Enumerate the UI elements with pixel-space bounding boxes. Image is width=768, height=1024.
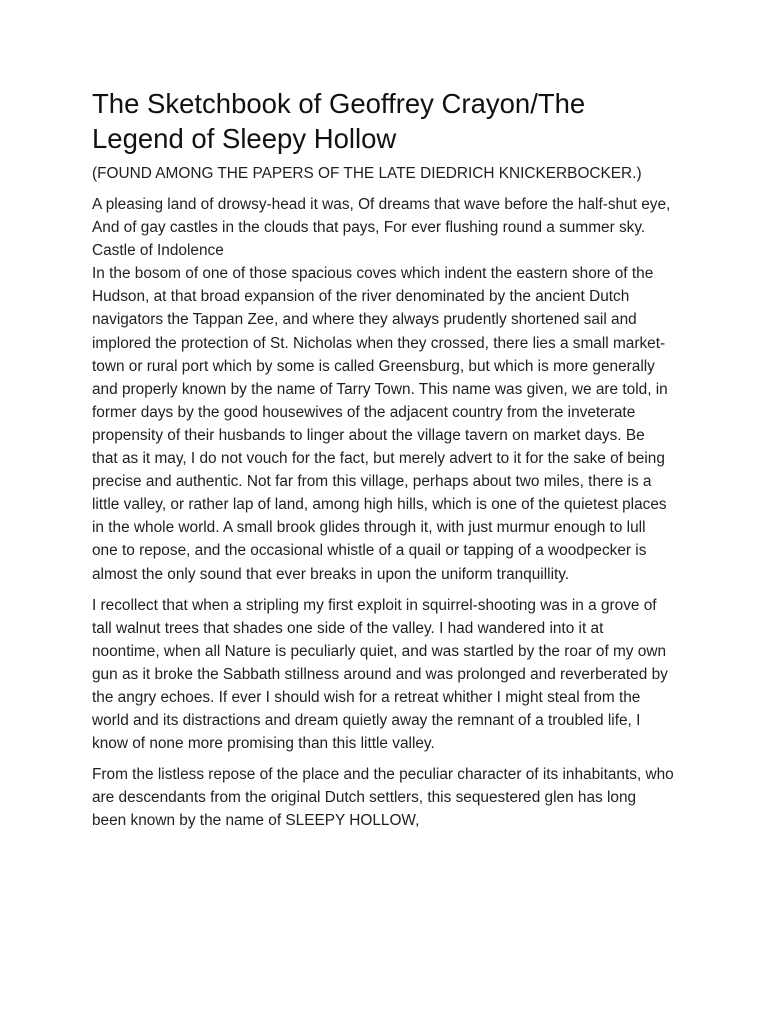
paragraph-3: From the listless repose of the place and the peculiar character of its inhabitants, who are descendants from the original Dutch settlers, this sequestered glen has long been known by the name of SLEEPY HOLLOW, bbox=[92, 766, 674, 830]
paragraph-1: In the bosom of one of those spacious coves which indent the eastern shore of the Hudson, at that broad expansion of the river denominated by the ancient Dutch navigators the Tappan Zee, and where they always prudently shortened sail and implored the protection of St. Nicholas when they crossed, there lies a small market-town or rural port which by some is called Greensburg, but which is more generally and properly known by the name of Tarry Town. This name was given, we are told, in former days by the good housewives of the adjacent country from the inveterate propensity of their husbands to linger about the village tavern on market days. Be that as it may, I do not vouch for the fact, but merely advert to it for the sake of being precise and authentic. Not far from this village, perhaps about two miles, there is a little valley, or rather lap of land, among high hills, which is one of the quietest places in the whole world. A small brook glides through it, with just murmur enough to lull one to repose, and the occasional whistle of a quail or tapping of a woodpecker is almost the only sound that ever breaks in upon the uniform tranquillity. bbox=[92, 265, 668, 583]
verse-line: A pleasing land of drowsy-head it was, Of dreams that wave before the half-shut eye, bbox=[92, 196, 671, 213]
verse-line: And of gay castles in the clouds that pays, For ever flushing round a summer sky. bbox=[92, 219, 646, 237]
paragraph-2: I recollect that when a stripling my first exploit in squirrel-shooting was in a grove of tall walnut trees that shades one side of the valley. I had wandered into it at noontime, when all Nature is peculiarly quiet, and was startled by the roar of my own gun as it broke the Sabbath stillness around and was prolonged and reverberated by the angry echoes. If ever I should wish for a retreat whither I might steal from the world and its distractions and dream quietly away the remnant of a troubled life, I know of none more promising than this little valley. bbox=[92, 596, 668, 753]
document-title: The Sketchbook of Geoffrey Crayon/The Legend of Sleepy Hollow bbox=[92, 88, 586, 154]
document-page bbox=[92, 86, 674, 841]
epigraph bbox=[92, 193, 674, 586]
document-subtitle: (FOUND AMONG THE PAPERS OF THE LATE DIEDRICH KNICKERBOCKER.) bbox=[92, 165, 642, 182]
verse-attribution: Castle of Indolence bbox=[92, 242, 224, 260]
